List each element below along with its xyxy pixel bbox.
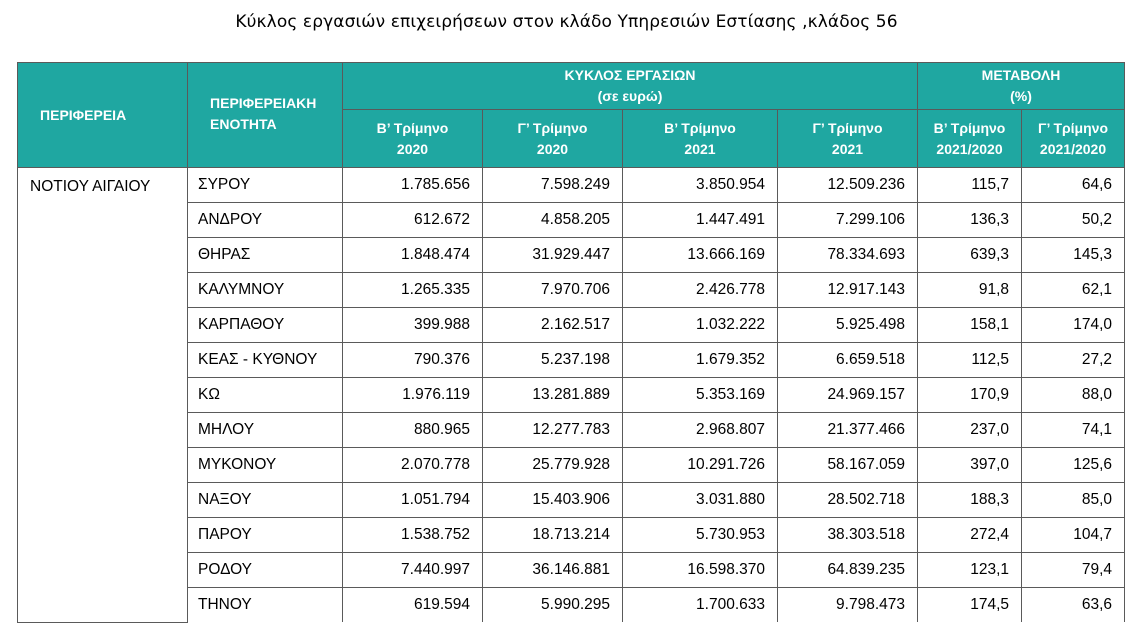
value-cell-g2021: 9.798.473 [778,588,918,623]
value-cell-b2020: 612.672 [343,203,483,238]
value-cell-chb: 397,0 [918,448,1022,483]
header-turnover-group [343,63,918,110]
value-cell-g2021: 24.969.157 [778,378,918,413]
value-cell-chg: 50,2 [1022,203,1125,238]
value-cell-b2020: 1.785.656 [343,168,483,203]
value-cell-b2021: 3.850.954 [623,168,778,203]
value-cell-b2020: 619.594 [343,588,483,623]
value-cell-g2020: 15.403.906 [483,483,623,518]
header-turnover-line2: (σε ευρώ) [597,88,663,104]
value-cell-g2020: 31.929.447 [483,238,623,273]
header-sub-label: Γ’ Τρίμηνο [517,119,588,136]
value-cell-b2021: 2.968.807 [623,413,778,448]
value-cell-chg: 174,0 [1022,308,1125,343]
header-sub-b2020 [343,110,483,168]
unit-cell: ΘΗΡΑΣ [188,238,343,273]
value-cell-g2020: 7.598.249 [483,168,623,203]
header-sub-year: 2021 [684,140,716,157]
unit-cell: ΤΗΝΟΥ [188,588,343,623]
value-cell-g2020: 13.281.889 [483,378,623,413]
value-cell-g2021: 7.299.106 [778,203,918,238]
value-cell-chg: 104,7 [1022,518,1125,553]
value-cell-b2021: 5.353.169 [623,378,778,413]
header-unit-line2: ΕΝΟΤΗΤΑ [210,116,277,132]
value-cell-g2020: 18.713.214 [483,518,623,553]
value-cell-chb: 115,7 [918,168,1022,203]
value-cell-chb: 112,5 [918,343,1022,378]
unit-cell: ΜΥΚΟΝΟΥ [188,448,343,483]
value-cell-chb: 272,4 [918,518,1022,553]
value-cell-chg: 64,6 [1022,168,1125,203]
table-body [18,168,1125,623]
header-change-group [918,63,1125,110]
header-sub-change-g [1022,110,1125,168]
header-unit [188,63,343,168]
value-cell-b2020: 1.051.794 [343,483,483,518]
table-row [18,168,1125,203]
value-cell-g2021: 6.659.518 [778,343,918,378]
value-cell-g2020: 5.990.295 [483,588,623,623]
unit-cell: ΚΑΛΥΜΝΟΥ [188,273,343,308]
value-cell-b2021: 16.598.370 [623,553,778,588]
header-sub-year: 2021 [831,140,864,157]
table-title: Κύκλος εργασιών επιχειρήσεων στον κλάδο Υπηρεσιών Εστίασης ,κλάδος 56 [235,12,898,32]
value-cell-chg: 74,1 [1022,413,1125,448]
unit-cell: ΣΥΡΟΥ [188,168,343,203]
header-turnover-line1: ΚΥΚΛΟΣ ΕΡΓΑΣΙΩΝ [564,67,696,83]
value-cell-g2020: 2.162.517 [483,308,623,343]
header-unit-line1: ΠΕΡΙΦΕΡΕΙΑΚΗ [210,95,317,111]
value-cell-g2021: 12.917.143 [778,273,918,308]
region-cell: ΝΟΤΙΟΥ ΑΙΓΑΙΟΥ [18,168,188,623]
turnover-table [17,62,1125,623]
value-cell-chg: 27,2 [1022,343,1125,378]
value-cell-chb: 237,0 [918,413,1022,448]
header-sub-change-b [918,110,1022,168]
value-cell-g2020: 7.970.706 [483,273,623,308]
header-row-1 [18,63,1125,110]
value-cell-chg: 85,0 [1022,483,1125,518]
value-cell-b2020: 1.848.474 [343,238,483,273]
header-change-line1: ΜΕΤΑΒΟΛΗ [981,67,1061,83]
value-cell-b2020: 1.976.119 [343,378,483,413]
header-sub-year: 2021/2020 [936,140,1003,157]
unit-cell: ΡΟΔΟΥ [188,553,343,588]
value-cell-b2021: 1.700.633 [623,588,778,623]
unit-cell: ΚΕΑΣ - ΚΥΘΝΟΥ [188,343,343,378]
value-cell-chg: 79,4 [1022,553,1125,588]
value-cell-b2021: 5.730.953 [623,518,778,553]
value-cell-g2021: 12.509.236 [778,168,918,203]
value-cell-b2021: 2.426.778 [623,273,778,308]
header-region: ΠΕΡΙΦΕΡΕΙΑ [18,63,188,168]
value-cell-g2021: 78.334.693 [778,238,918,273]
value-cell-g2020: 25.779.928 [483,448,623,483]
value-cell-chb: 170,9 [918,378,1022,413]
value-cell-chb: 158,1 [918,308,1022,343]
value-cell-b2020: 399.988 [343,308,483,343]
header-sub-g2020 [483,110,623,168]
header-sub-label: Β’ Τρίμηνο [933,119,1006,136]
header-sub-year: 2021/2020 [1039,140,1107,157]
value-cell-g2020: 36.146.881 [483,553,623,588]
value-cell-chb: 174,5 [918,588,1022,623]
unit-cell: ΝΑΞΟΥ [188,483,343,518]
value-cell-chb: 91,8 [918,273,1022,308]
header-sub-label: Β’ Τρίμηνο [664,119,736,136]
unit-cell: ΑΝΔΡΟΥ [188,203,343,238]
value-cell-g2020: 4.858.205 [483,203,623,238]
value-cell-b2021: 1.679.352 [623,343,778,378]
value-cell-b2020: 880.965 [343,413,483,448]
header-sub-g2021 [778,110,918,168]
value-cell-g2021: 28.502.718 [778,483,918,518]
value-cell-b2021: 1.447.491 [623,203,778,238]
value-cell-g2021: 5.925.498 [778,308,918,343]
value-cell-chg: 145,3 [1022,238,1125,273]
value-cell-chb: 188,3 [918,483,1022,518]
value-cell-chb: 123,1 [918,553,1022,588]
header-sub-b2021 [623,110,778,168]
value-cell-b2020: 1.265.335 [343,273,483,308]
value-cell-g2021: 38.303.518 [778,518,918,553]
value-cell-chb: 136,3 [918,203,1022,238]
value-cell-g2021: 21.377.466 [778,413,918,448]
unit-cell: ΠΑΡΟΥ [188,518,343,553]
value-cell-chg: 62,1 [1022,273,1125,308]
header-sub-label: Β’ Τρίμηνο [376,119,449,136]
value-cell-b2021: 13.666.169 [623,238,778,273]
header-change-line2: (%) [1010,88,1032,104]
header-sub-label: Γ’ Τρίμηνο [1038,119,1109,136]
value-cell-b2021: 10.291.726 [623,448,778,483]
value-cell-chg: 125,6 [1022,448,1125,483]
value-cell-g2020: 12.277.783 [483,413,623,448]
value-cell-chg: 88,0 [1022,378,1125,413]
value-cell-g2021: 58.167.059 [778,448,918,483]
value-cell-b2020: 1.538.752 [343,518,483,553]
value-cell-g2020: 5.237.198 [483,343,623,378]
value-cell-b2020: 2.070.778 [343,448,483,483]
value-cell-chb: 639,3 [918,238,1022,273]
value-cell-g2021: 64.839.235 [778,553,918,588]
header-sub-label: Γ’ Τρίμηνο [812,119,883,136]
header-sub-year: 2020 [396,140,429,157]
unit-cell: ΚΑΡΠΑΘΟΥ [188,308,343,343]
header-sub-year: 2020 [536,140,569,157]
value-cell-b2021: 1.032.222 [623,308,778,343]
value-cell-b2021: 3.031.880 [623,483,778,518]
value-cell-chg: 63,6 [1022,588,1125,623]
value-cell-b2020: 7.440.997 [343,553,483,588]
value-cell-b2020: 790.376 [343,343,483,378]
unit-cell: ΜΗΛΟΥ [188,413,343,448]
unit-cell: ΚΩ [188,378,343,413]
